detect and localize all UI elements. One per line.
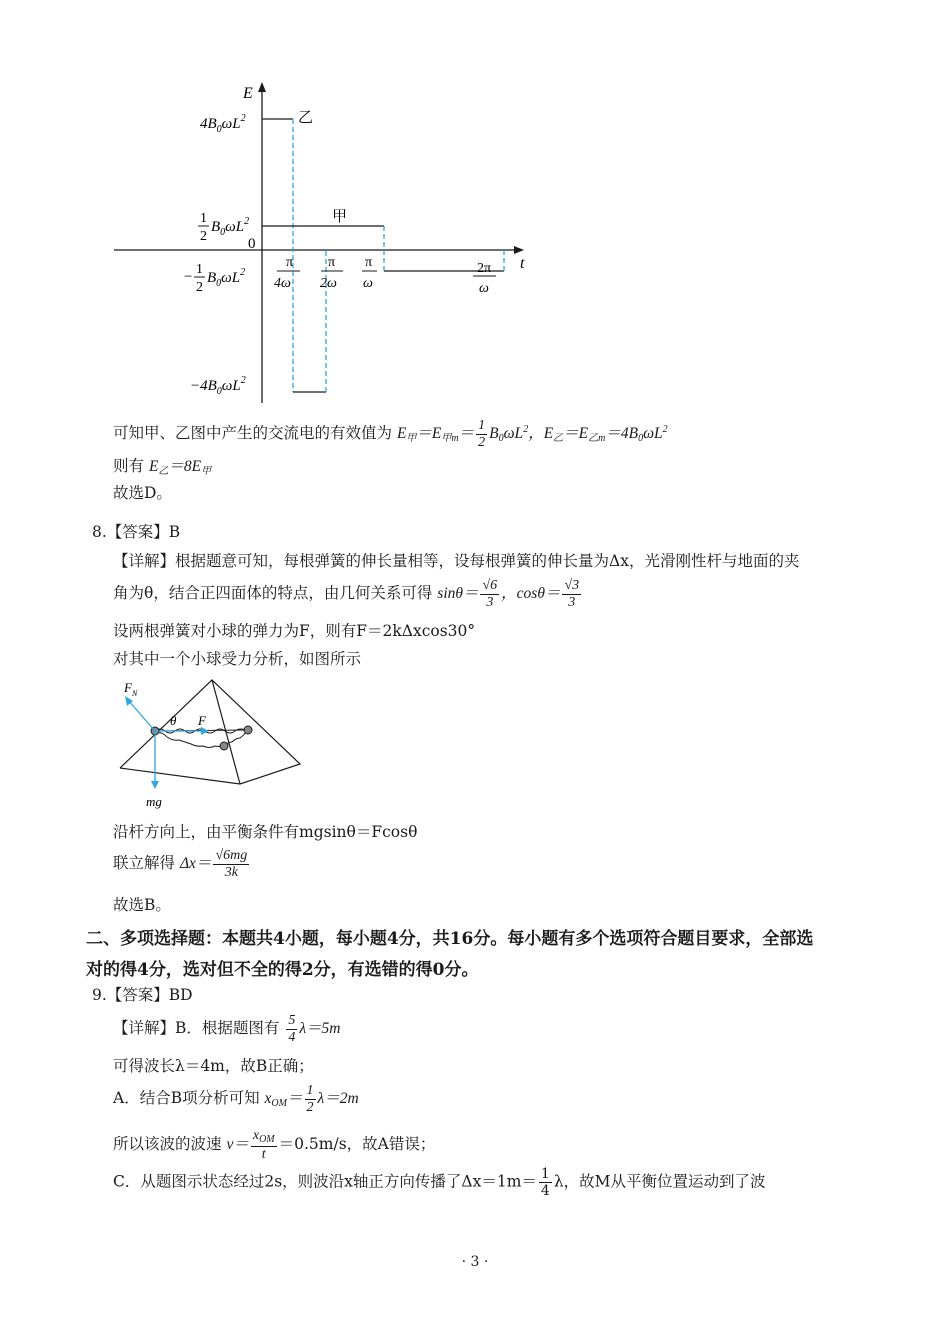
origin-label: 0 <box>248 236 256 252</box>
q8-detail-6 <box>113 848 251 881</box>
q8-detail-7: 故选B。 <box>113 896 171 914</box>
section2-line-1: 二、多项选择题：本题共4小题，每小题4分，共16分。每小题有多个选项符合题目要求，全部选 <box>86 929 814 949</box>
ball-right <box>244 726 252 734</box>
q9-a-formula: $x_{OM}=$ $\frac{1}{2}$ λ＝2m <box>264 1083 359 1116</box>
q8-detail-1: 【详解】根据题意可知，每根弹簧的伸长量相等，设每根弹簧的伸长量为Δx，光滑刚性杆与地面的夹 <box>113 552 800 570</box>
t-axis-arrow <box>514 246 524 254</box>
theta-label: θ <box>170 713 177 728</box>
x-tick-pi-4w <box>274 255 300 291</box>
q8-detail-6-text: 联立解得 <box>113 854 176 873</box>
yi-label: 乙 <box>298 110 314 126</box>
y-label-4: $4B_0\omega L^2$ <box>200 113 246 135</box>
sol7-text-2: 则有 <box>113 457 145 475</box>
q9-b2-line: 可得波长λ＝4m，故B正确； <box>113 1057 314 1075</box>
x-tick-pi-w <box>362 255 377 291</box>
q9-c-line <box>113 1166 766 1199</box>
ball-front <box>220 742 228 750</box>
t-axis-label: t <box>520 255 525 272</box>
f-arrowhead <box>201 727 209 735</box>
q9-b-text: 【详解】B．根据题图有 <box>113 1019 280 1038</box>
svg-text:π: π <box>328 255 336 270</box>
q9-a2-text: 所以该波的波速 <box>113 1134 222 1153</box>
sol7-line-1 <box>113 418 668 451</box>
sol7-formula-2: $E_乙=8E_甲$ <box>148 458 212 477</box>
svg-text:ω: ω <box>363 276 373 291</box>
svg-text:1: 1 <box>200 211 207 226</box>
q8-sin-cos-formula: sinθ＝ $\frac{√6}{3}$ ，cosθ＝ $\frac{√3}{3}$ <box>437 578 580 611</box>
f-label: F <box>198 713 206 728</box>
y-label-half-neg <box>184 262 245 295</box>
sol7-formula: $E_甲=E_{甲m}=$ $\frac{1}{2}$ $B_0\omega L^2$，$E_乙=E_{乙m}=4B_0\omega L^2$ <box>396 418 668 451</box>
q9-a2-suffix: ＝0.5m/s，故A错误； <box>278 1134 436 1153</box>
q8-detail-2-text: 角为θ，结合正四面体的特点，由几何关系可得 <box>113 584 433 603</box>
svg-text:B0ωL2: $B_0\omega L^2$ <box>211 216 250 238</box>
svg-text:π: π <box>286 255 294 270</box>
q8-detail-2 <box>113 578 583 611</box>
sol7-text: 可知甲、乙图中产生的交流电的有效值为 <box>113 424 393 443</box>
svg-text:4ω: 4ω <box>274 276 291 291</box>
svg-text:2: 2 <box>200 229 207 244</box>
q9-c-suffix: λ，故M从平衡位置运动到了波 <box>553 1172 766 1191</box>
jia-label: 甲 <box>332 209 348 225</box>
q9-v-formula: v＝ $\frac{x_{OM}}{t}$ <box>226 1128 275 1162</box>
section2-line-2: 对的得4分，选对但不全的得2分，有选错的得0分。 <box>86 960 479 980</box>
q9-a2-line <box>113 1128 435 1163</box>
e-axis-arrow <box>258 82 266 92</box>
force-diagram <box>112 672 312 812</box>
x-tick-pi-2w <box>320 255 343 291</box>
sol7-line-3: 故选D。 <box>113 484 172 502</box>
q8-detail-5: 沿杆方向上，由平衡条件有mgsinθ＝Fcosθ <box>113 823 418 841</box>
svg-text:B0ωL2: $B_0\omega L^2$ <box>207 267 246 289</box>
fn-arrow <box>128 700 155 731</box>
tetrahedron-outline <box>120 680 300 784</box>
sol7-line-2 <box>113 457 211 478</box>
y-label-half-pos <box>198 211 249 244</box>
page-number: · 3 · <box>461 1254 489 1270</box>
svg-text:2ω: 2ω <box>320 276 337 291</box>
q9-b-formula: $\frac{5}{4}$ λ＝5m <box>288 1013 341 1046</box>
mg-arrowhead <box>151 781 159 789</box>
e-axis-label: E <box>243 85 253 102</box>
q9-a-text: A．结合B项分析可知 <box>113 1089 260 1108</box>
q8-detail-3: 设两根弹簧对小球的弹力为F，则有F＝2kΔxcos30° <box>113 622 476 640</box>
q8-answer: 8.【答案】B <box>92 523 181 541</box>
y-label-neg4: $-4B_0\omega L^2$ <box>190 375 246 397</box>
svg-text:1: 1 <box>196 262 203 277</box>
fn-label: $F_N$ <box>124 680 138 698</box>
q8-delta-x-formula: Δx＝ $\frac{√6mg}{3k}$ <box>179 848 248 881</box>
svg-text:ω: ω <box>479 281 489 296</box>
q9-b-line <box>113 1013 341 1046</box>
svg-text:2π: 2π <box>477 261 492 276</box>
svg-text:−: − <box>184 269 193 285</box>
x-tick-2pi-w <box>473 261 496 296</box>
q9-answer: 9.【答案】BD <box>92 986 193 1004</box>
svg-text:2: 2 <box>196 280 203 295</box>
mg-label: mg <box>146 794 162 809</box>
svg-text:π: π <box>365 255 373 270</box>
q8-detail-4: 对其中一个小球受力分析，如图所示 <box>113 650 362 668</box>
q9-c-fraction: $\frac{1}{4}$ <box>540 1166 550 1200</box>
emf-time-graph <box>100 78 540 408</box>
q9-a-line <box>113 1083 359 1116</box>
q9-c-text: C．从题图示状态经过2s，则波沿x轴正方向传播了Δx＝1m＝ <box>113 1172 537 1191</box>
